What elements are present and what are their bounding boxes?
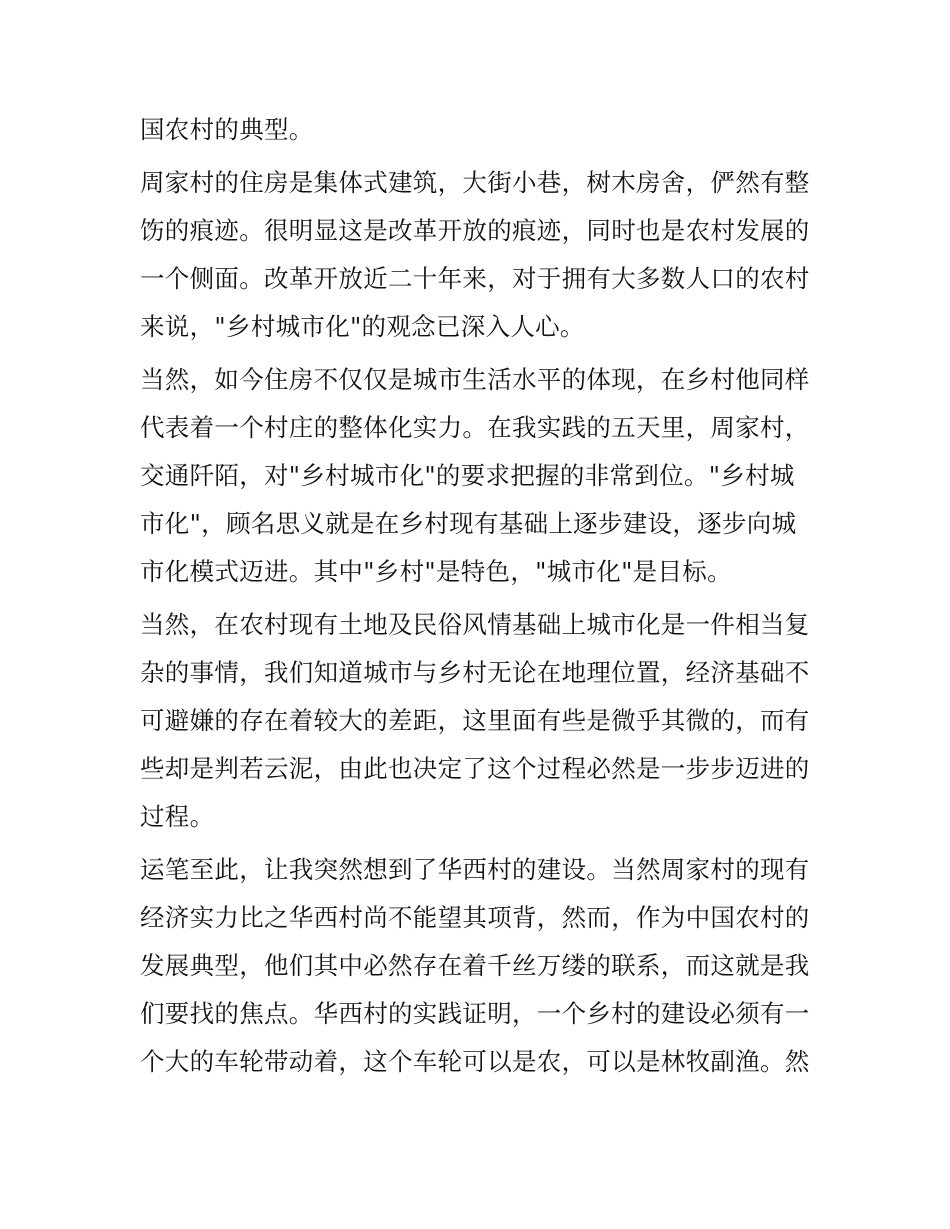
text-line: 饬的痕迹。很明显这是改革开放的痕迹，同时也是农村发展的 (140, 216, 810, 245)
paragraph-3 (140, 356, 820, 596)
text-line: 代表着一个村庄的整体化实力。在我实践的五天里，周家村， (140, 413, 810, 442)
text-line: 交通阡陌，对"乡村城市化"的要求把握的非常到位。"乡村城 (140, 461, 795, 490)
text-line: 些却是判若云泥，由此也决定了这个过程必然是一步步迈进的 (140, 754, 810, 783)
document-page (140, 106, 820, 1086)
text-line: 当然，在农村现有土地及民俗风情基础上城市化是一件相当复 (140, 610, 810, 639)
text-line: 个大的车轮带动着，这个车轮可以是农，可以是林牧副渔。然 (140, 1047, 810, 1076)
paragraph-4 (140, 601, 820, 841)
text-line: 周家村的住房是集体式建筑，大街小巷，树木房舍，俨然有整 (140, 168, 810, 197)
text-line: 杂的事情，我们知道城市与乡村无论在地理位置，经济基础不 (140, 658, 810, 687)
text-line: 来说，"乡村城市化"的观念已深入人心。 (140, 312, 585, 341)
text-line: 国农村的典型。 (140, 115, 314, 144)
text-line: 经济实力比之华西村尚不能望其项背，然而，作为中国农村的 (140, 903, 810, 932)
paragraph-5 (140, 846, 820, 1086)
text-line: 可避嫌的存在着较大的差距，这里面有些是微乎其微的，而有 (140, 706, 810, 735)
text-line: 市化模式迈进。其中"乡村"是特色，"城市化"是目标。 (140, 557, 732, 586)
text-line: 市化"，顾名思义就是在乡村现有基础上逐步建设，逐步向城 (140, 509, 797, 538)
text-line: 当然，如今住房不仅仅是城市生活水平的体现，在乡村他同样 (140, 365, 810, 394)
text-line: 运笔至此，让我突然想到了华西村的建设。当然周家村的现有 (140, 855, 810, 884)
paragraph-1 (140, 106, 820, 154)
text-line: 一个侧面。改革开放近二十年来，对于拥有大多数人口的农村 (140, 264, 810, 293)
text-line: 发展典型，他们其中必然存在着千丝万缕的联系，而这就是我 (140, 951, 810, 980)
text-line: 过程。 (140, 802, 215, 831)
text-line: 们要找的焦点。华西村的实践证明，一个乡村的建设必须有一 (140, 999, 810, 1028)
paragraph-2 (140, 159, 820, 351)
